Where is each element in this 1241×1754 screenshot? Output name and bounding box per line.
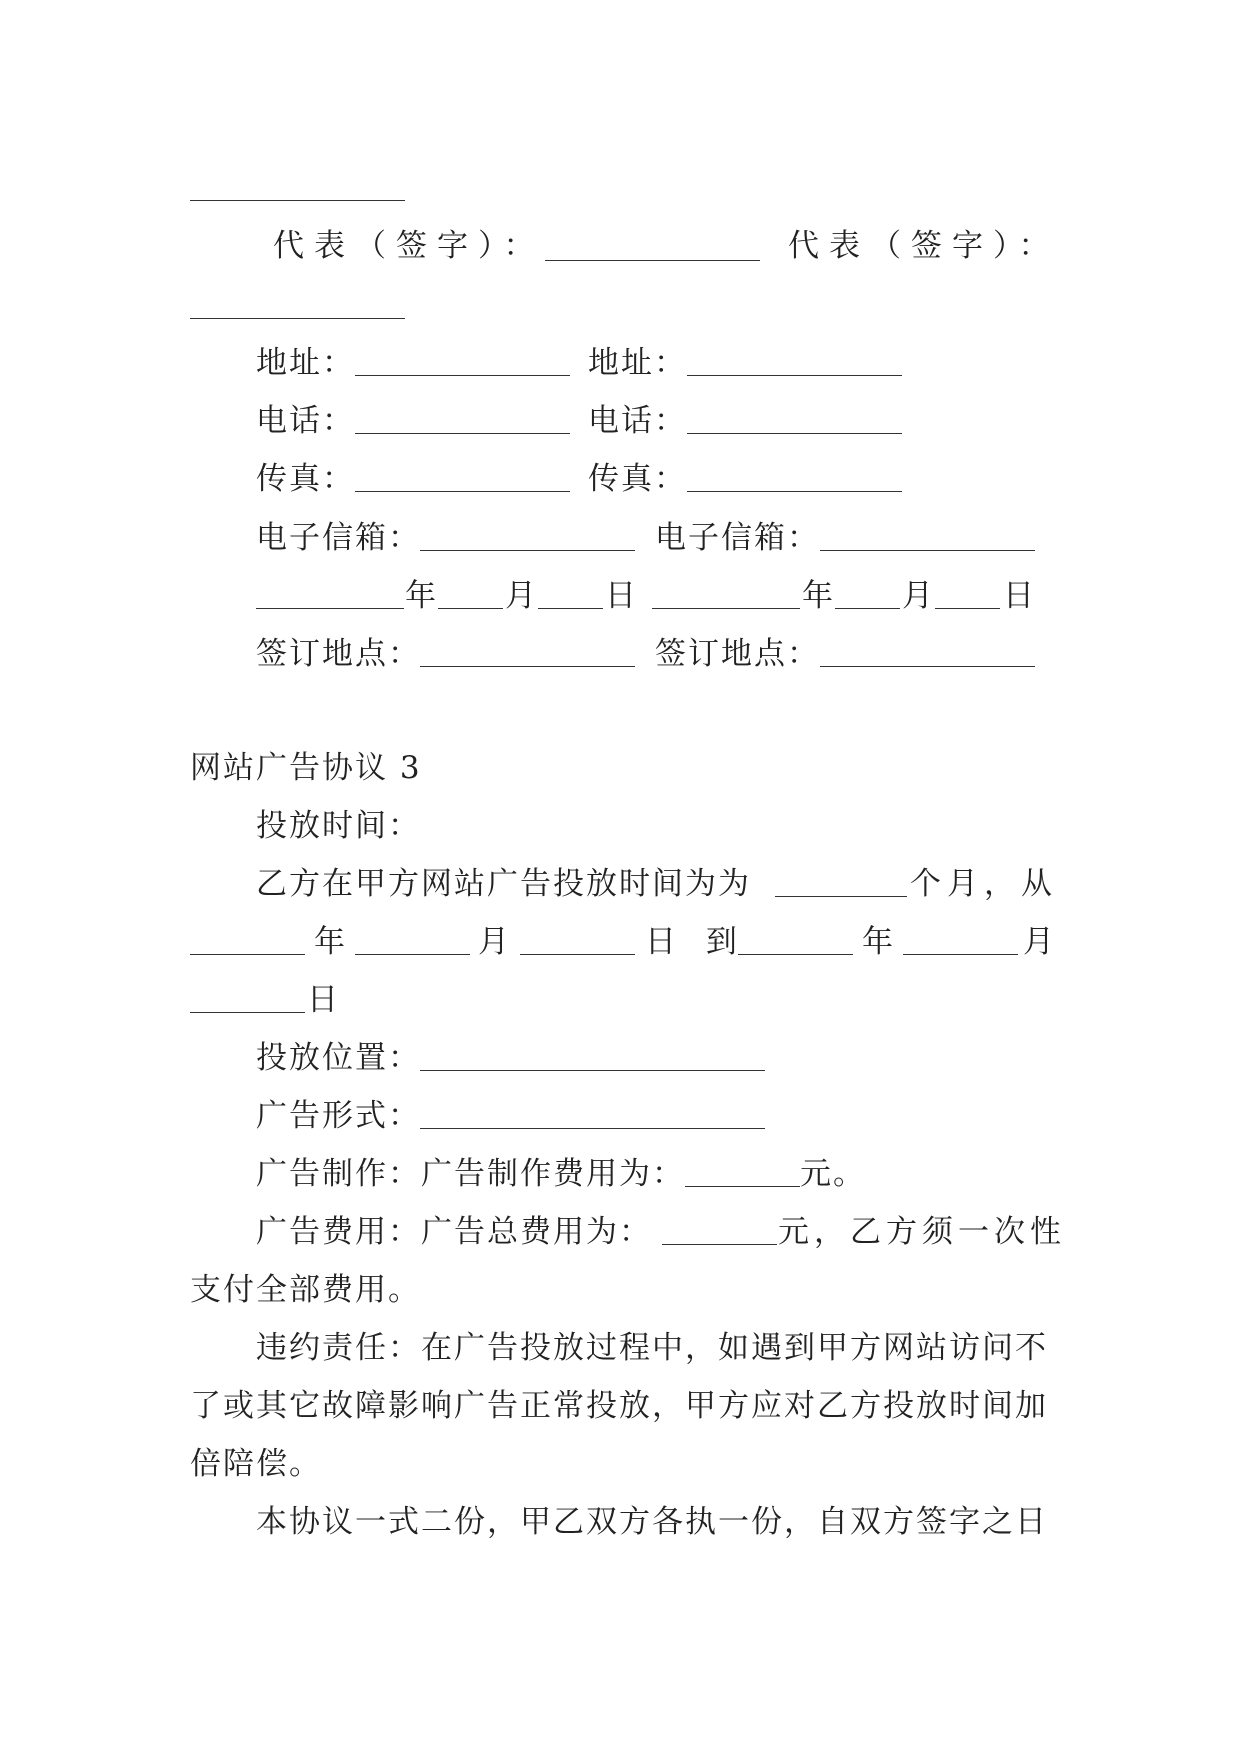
breach-line-3: 倍陪偿。	[190, 1446, 322, 1482]
fax-label-a: 传真：	[256, 461, 355, 497]
fee-text-2: 元，乙方须一次性	[778, 1214, 1066, 1250]
address-label-a: 地址：	[256, 345, 355, 381]
blank-line	[190, 200, 405, 201]
address-blank-a	[355, 375, 570, 376]
from-month: 月	[478, 924, 511, 960]
blank-line	[190, 318, 405, 319]
to-day-blank	[190, 1012, 305, 1013]
sign-place-blank-b	[820, 666, 1035, 667]
date-year-blank-a	[256, 608, 404, 609]
date-month-b: 月	[902, 578, 935, 614]
fee-text-3: 支付全部费用。	[190, 1272, 421, 1308]
to-day: 日	[307, 982, 340, 1018]
fee-text-1: 广告费用：广告总费用为：	[256, 1214, 652, 1250]
date-year-b: 年	[802, 578, 835, 614]
phone-blank-b	[687, 433, 902, 434]
date-day-b: 日	[1003, 578, 1036, 614]
from-day-to: 日 到	[645, 924, 747, 960]
representative-row-b	[788, 226, 1060, 266]
to-year: 年	[862, 924, 895, 960]
date-month-a: 月	[505, 578, 538, 614]
representative-row	[273, 226, 545, 266]
email-label-a: 电子信箱：	[256, 520, 421, 556]
breach-line-1: 违约责任：在广告投放过程中，如遇到甲方网站访问不	[256, 1330, 1048, 1366]
form-label: 广告形式：	[256, 1098, 421, 1134]
production-blank	[685, 1186, 800, 1187]
address-label-b: 地址：	[588, 345, 687, 381]
from-month-blank	[355, 954, 470, 955]
fax-blank-b	[687, 491, 902, 492]
form-blank	[420, 1128, 765, 1129]
date-day-a: 日	[605, 578, 638, 614]
position-label: 投放位置：	[256, 1040, 421, 1076]
position-blank	[420, 1070, 765, 1071]
phone-label-b: 电话：	[588, 403, 687, 439]
from-day-blank	[520, 954, 635, 955]
copies-line: 本协议一式二份，甲乙双方各执一份，自双方签字之日	[256, 1504, 1048, 1540]
address-blank-b	[687, 375, 902, 376]
delivery-time-text-2: 个月，从	[910, 866, 1058, 902]
to-year-blank	[738, 954, 853, 955]
representative-label-b: 代表（签字）：	[788, 228, 1060, 264]
sign-place-label-b: 签订地点：	[655, 636, 820, 672]
delivery-time-heading: 投放时间：	[256, 808, 421, 844]
production-label: 广告制作：广告制作费用为：	[256, 1156, 685, 1192]
fax-label-b: 传真：	[588, 461, 687, 497]
from-year-blank	[190, 954, 305, 955]
to-month: 月	[1023, 924, 1056, 960]
representative-blank-a	[545, 260, 760, 261]
date-day-blank-a	[538, 608, 603, 609]
phone-label-a: 电话：	[256, 403, 355, 439]
phone-blank-a	[355, 433, 570, 434]
date-year-a: 年	[405, 578, 438, 614]
delivery-months-blank	[775, 896, 907, 897]
email-blank-a	[420, 550, 635, 551]
sign-place-blank-a	[420, 666, 635, 667]
fee-blank	[662, 1244, 777, 1245]
date-month-blank-a	[438, 608, 503, 609]
email-label-b: 电子信箱：	[655, 520, 820, 556]
section-title: 网站广告协议 3	[190, 750, 422, 786]
sign-place-label-a: 签订地点：	[256, 636, 421, 672]
email-blank-b	[820, 550, 1035, 551]
from-year: 年	[314, 924, 347, 960]
representative-label-a: 代表（签字）：	[273, 228, 545, 264]
production-unit: 元。	[800, 1156, 866, 1192]
date-year-blank-b	[652, 608, 800, 609]
date-month-blank-b	[835, 608, 900, 609]
date-day-blank-b	[935, 608, 1000, 609]
breach-line-2: 了或其它故障影响广告正常投放，甲方应对乙方投放时间加	[190, 1388, 1048, 1424]
to-month-blank	[903, 954, 1018, 955]
delivery-time-text-1: 乙方在甲方网站广告投放时间为为	[256, 866, 751, 902]
fax-blank-a	[355, 491, 570, 492]
